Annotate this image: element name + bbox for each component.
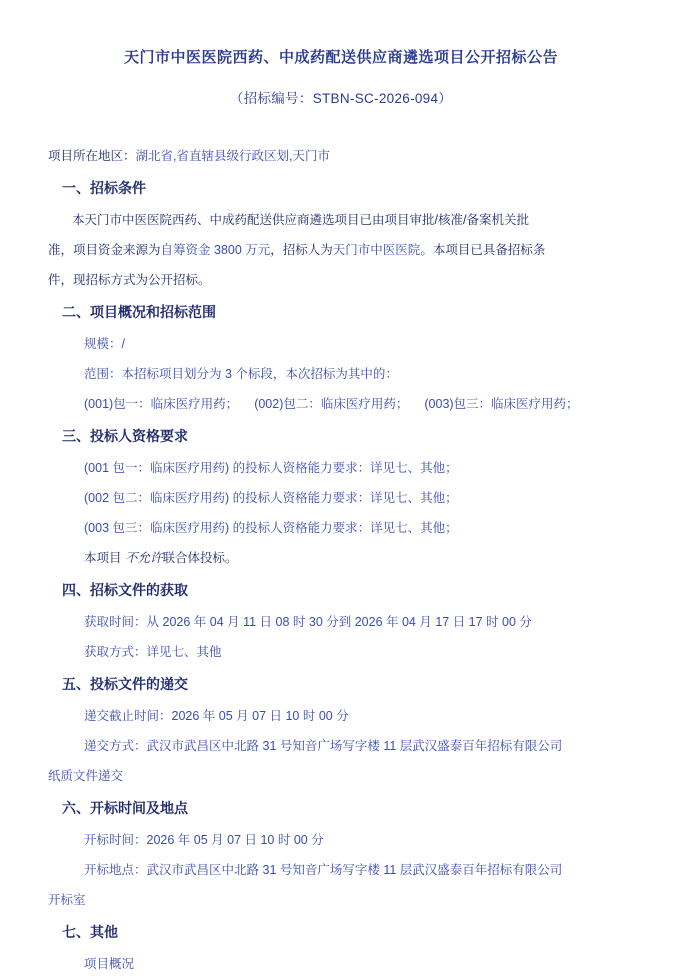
page-title: 天门市中医医院西药、中成药配送供应商遴选项目公开招标公告 bbox=[123, 49, 558, 66]
project-location bbox=[48, 141, 634, 171]
obtain-time bbox=[48, 607, 634, 637]
qualification-item-3: (003 包三：临床医疗用药) 的投标人资格能力要求：详见七、其他； bbox=[84, 521, 458, 535]
section1-line2-e: 。本项目已具备招标条 bbox=[420, 243, 546, 257]
opening-time-label: 开标时间： bbox=[84, 833, 147, 847]
consortium-note bbox=[48, 543, 634, 573]
consortium-note-suffix: 联合体投标。 bbox=[162, 551, 238, 565]
section-heading-6: 六、开标时间及地点 bbox=[62, 800, 188, 816]
funding-source: 自筹资金 3800 万元 bbox=[160, 243, 271, 257]
other-project-overview: 项目概况 bbox=[84, 957, 135, 971]
project-range bbox=[48, 359, 634, 389]
section1-line2 bbox=[48, 235, 634, 265]
tenderee-name: 天门市中医医院 bbox=[332, 243, 421, 257]
project-scale-label: 规模： bbox=[84, 337, 122, 351]
project-location-value: 湖北省,省直辖县级行政区划,天门市 bbox=[135, 149, 330, 163]
package-list bbox=[48, 389, 634, 419]
section1-line1: 本天门市中医医院西药、中成药配送供应商遴选项目已由项目审批/核准/备案机关批 bbox=[72, 213, 529, 227]
submission-deadline-label: 递交截止时间： bbox=[84, 709, 172, 723]
consortium-note-emphasis: 不允许 bbox=[124, 551, 163, 565]
section-heading-4: 四、招标文件的获取 bbox=[62, 582, 188, 598]
section1-line2-c: ，招标人为 bbox=[270, 243, 333, 257]
package-item-3: (003)包三：临床医疗用药； bbox=[424, 397, 579, 411]
submission-method-value: 武汉市武昌区中北路 31 号知音广场写字楼 11 层武汉盛泰百年招标有限公司 bbox=[146, 739, 563, 753]
project-range-value: 本招标项目划分为 3 个标段，本次招标为其中的： bbox=[121, 367, 398, 381]
obtain-time-value: 从 2026 年 04 月 11 日 08 时 30 分到 2026 年 04 月 17 日 17 时 00 分 bbox=[146, 615, 532, 629]
project-location-label: 项目所在地区： bbox=[48, 149, 136, 163]
section-heading-2: 二、项目概况和招标范围 bbox=[62, 304, 216, 320]
project-scale-value: / bbox=[121, 337, 125, 351]
title-spacer bbox=[48, 107, 634, 141]
obtain-method-value: 详见七、其他 bbox=[146, 645, 222, 659]
section-heading-5: 五、投标文件的递交 bbox=[62, 676, 188, 692]
submission-method-label: 递交方式： bbox=[84, 739, 147, 753]
qualification-item-2: (002 包二：临床医疗用药) 的投标人资格能力要求：详见七、其他； bbox=[84, 491, 458, 505]
bid-number: （招标编号：STBN-SC-2026-094） bbox=[229, 91, 453, 106]
qualification-item-1: (001 包一：临床医疗用药) 的投标人资格能力要求：详见七、其他； bbox=[84, 461, 458, 475]
section1-line3: 件，现招标方式为公开招标。 bbox=[48, 273, 211, 287]
obtain-method bbox=[48, 637, 634, 667]
submission-deadline-value: 2026 年 05 月 07 日 10 时 00 分 bbox=[171, 709, 349, 723]
section-heading-3: 三、投标人资格要求 bbox=[62, 428, 188, 444]
opening-place-value-line2: 开标室 bbox=[48, 893, 86, 907]
project-scale bbox=[48, 329, 634, 359]
opening-time bbox=[48, 825, 634, 855]
package-item-2: (002)包二：临床医疗用药； bbox=[254, 397, 409, 411]
opening-time-value: 2026 年 05 月 07 日 10 时 00 分 bbox=[146, 833, 324, 847]
section1-line2-a: 准，项目资金来源为 bbox=[48, 243, 161, 257]
package-item-1: (001)包一：临床医疗用药； bbox=[84, 397, 239, 411]
opening-place-label: 开标地点： bbox=[84, 863, 147, 877]
obtain-method-label: 获取方式： bbox=[84, 645, 147, 659]
project-range-label: 范围： bbox=[84, 367, 122, 381]
obtain-time-label: 获取时间： bbox=[84, 615, 147, 629]
section-heading-1: 一、招标条件 bbox=[62, 180, 146, 196]
opening-place-value: 武汉市武昌区中北路 31 号知音广场写字楼 11 层武汉盛泰百年招标有限公司 bbox=[146, 863, 563, 877]
submission-method bbox=[48, 731, 634, 761]
submission-method-value-line2: 纸质文件递交 bbox=[48, 769, 124, 783]
submission-deadline bbox=[48, 701, 634, 731]
section-heading-7: 七、其他 bbox=[62, 924, 118, 940]
consortium-note-prefix: 本项目 bbox=[84, 551, 125, 565]
opening-place bbox=[48, 855, 634, 885]
